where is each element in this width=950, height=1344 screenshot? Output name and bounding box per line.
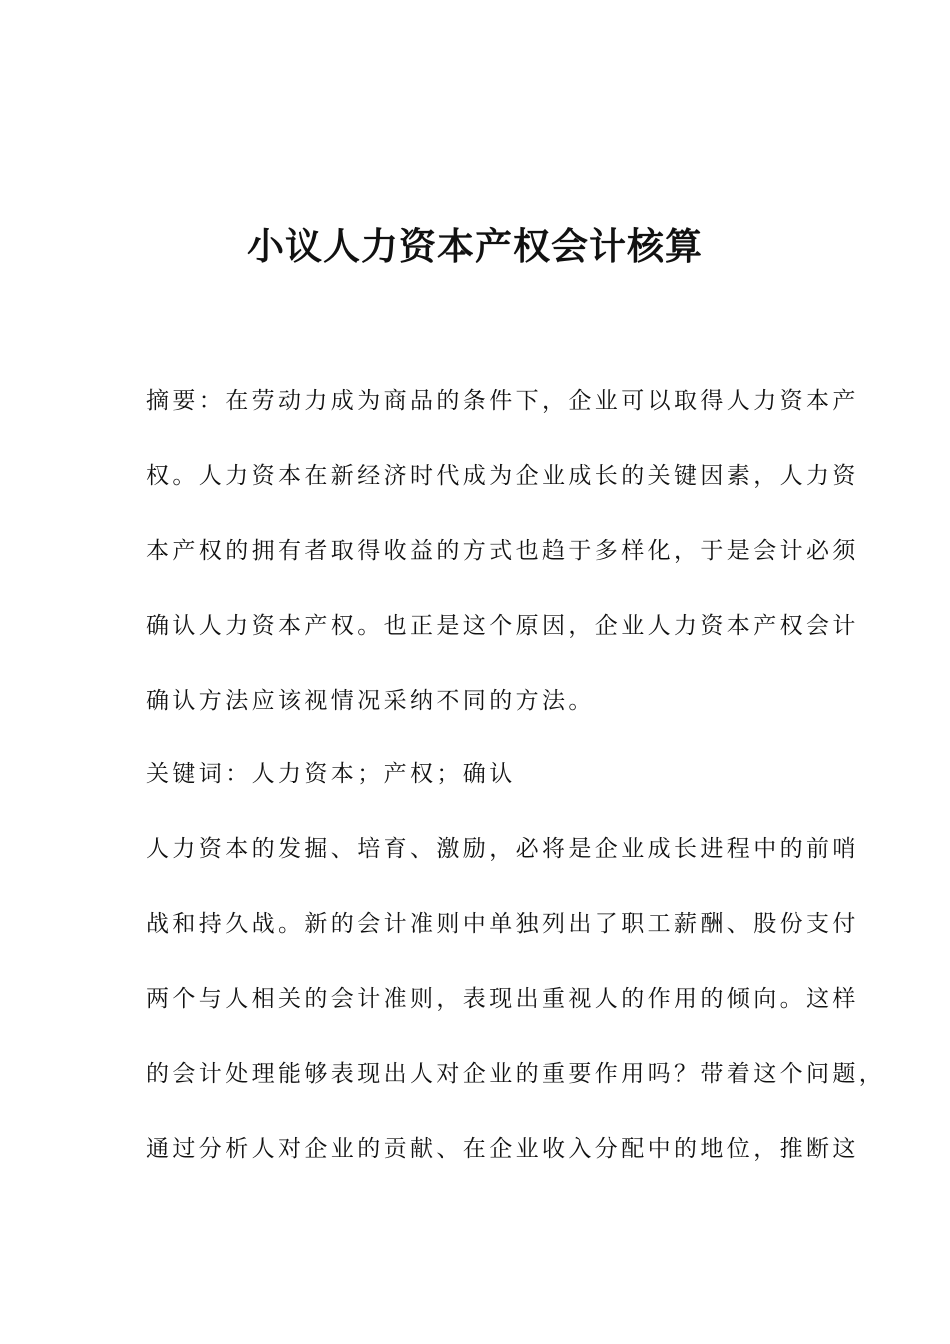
body-line-1: 人力资本的发掘、培育、激励，必将是企业成长进程中的前哨 [146,836,859,862]
abstract-line-5: 确认方法应该视情况采纳不同的方法。 [146,688,595,714]
body-line-3: 两个与人相关的会计准则，表现出重视人的作用的倾向。这样 [146,986,859,1012]
abstract-line-1: 摘要：在劳动力成为商品的条件下，企业可以取得人力资本产 [146,388,859,414]
body-line-4: 的会计处理能够表现出人对企业的重要作用吗？带着这个问题， [146,1061,886,1087]
abstract-line-2: 权。人力资本在新经济时代成为企业成长的关键因素，人力资 [146,463,859,489]
body-line-2: 战和持久战。新的会计准则中单独列出了职工薪酬、股份支付 [146,911,859,937]
document-title: 小议人力资本产权会计核算 [247,225,703,268]
body-line-5: 通过分析人对企业的贡献、在企业收入分配中的地位，推断这 [146,1136,859,1162]
abstract-line-3: 本产权的拥有者取得收益的方式也趋于多样化，于是会计必须 [146,538,859,564]
abstract-line-4: 确认人力资本产权。也正是这个原因，企业人力资本产权会计 [146,613,859,639]
keywords-line: 关键词：人力资本；产权；确认 [146,761,516,787]
